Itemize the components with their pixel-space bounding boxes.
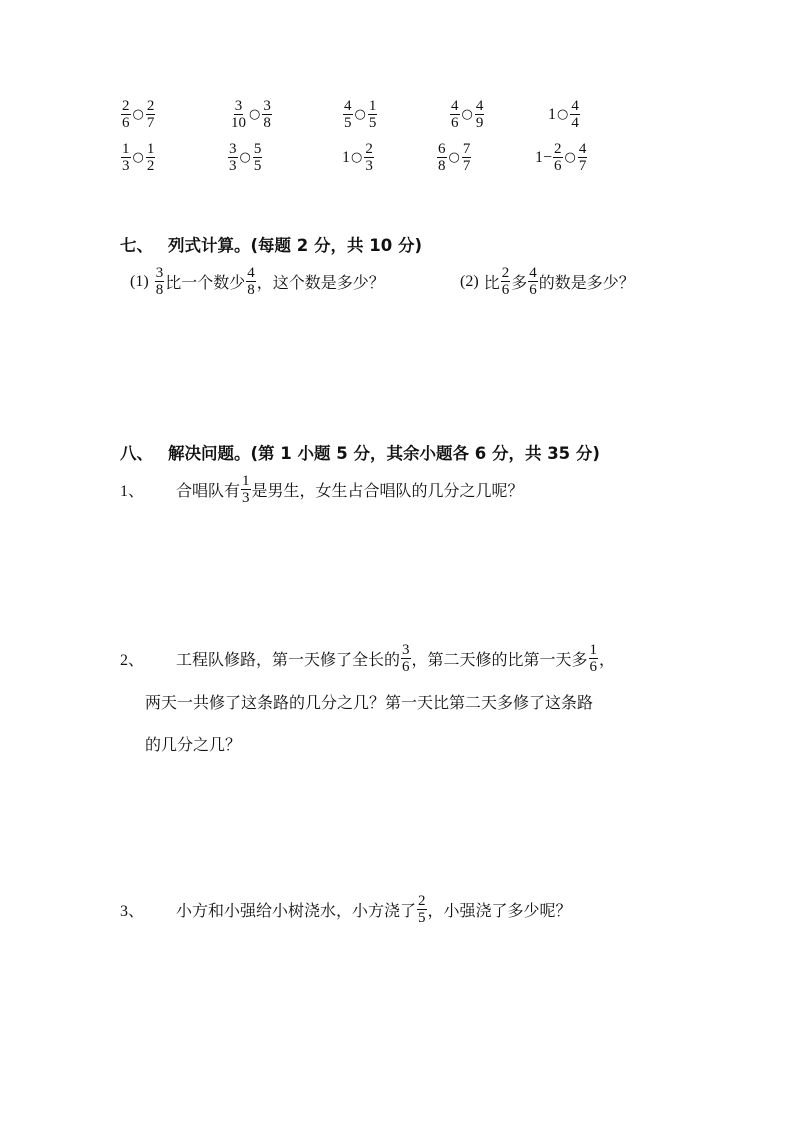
fraction: $\frac{2}{6}$: [122, 98, 130, 131]
comparison-item: [548, 98, 581, 131]
section-7-question-2: [460, 265, 635, 298]
fraction: $\frac{2}{6}$: [554, 141, 562, 174]
compare-circle-blank[interactable]: ○: [461, 107, 473, 122]
fraction: $\frac{1}{5}$: [368, 98, 377, 131]
fraction: $\frac{4}{8}$: [247, 265, 255, 298]
section-8-question-2: [120, 642, 615, 675]
compare-circle-blank[interactable]: ○: [132, 107, 144, 122]
question-text: 比: [483, 273, 500, 292]
fraction: $\frac{4}{6}$: [451, 98, 459, 131]
fraction: $\frac{4}{7}$: [578, 141, 587, 174]
section-7-question-1: [130, 265, 385, 298]
fraction: $\frac{1}{2}$: [146, 141, 155, 174]
section-8-question-2-line-3: 的几分之几？: [145, 735, 242, 754]
question-label: 2、: [120, 652, 145, 669]
section-number: 七、: [120, 236, 153, 255]
fraction: $\frac{4}{5}$: [344, 98, 352, 131]
section-number: 八、: [120, 444, 153, 463]
comparison-item: [449, 98, 485, 131]
fraction: $\frac{2}{3}$: [365, 141, 373, 174]
fraction: $\frac{1}{3}$: [122, 141, 130, 174]
section-title: 列式计算。(每题 2 分，共 10 分): [168, 236, 423, 255]
fraction: $\frac{2}{5}$: [418, 893, 426, 926]
section-8-question-1: [120, 473, 524, 506]
comparison-item: [535, 141, 588, 174]
question-text: 多: [511, 273, 528, 292]
fraction: $\frac{3}{10}$: [231, 98, 246, 131]
question-text: 的数是多少？: [538, 273, 635, 292]
fraction: $\frac{2}{6}$: [501, 265, 510, 298]
comparison-item: [436, 141, 472, 174]
comparison-item: [120, 141, 156, 174]
compare-circle-blank[interactable]: ○: [557, 107, 569, 122]
fraction: $\frac{1}{6}$: [589, 642, 598, 675]
question-label: (2): [460, 272, 479, 290]
fraction: $\frac{4}{4}$: [571, 98, 579, 131]
fraction: $\frac{1}{3}$: [242, 473, 250, 506]
fraction: $\frac{3}{8}$: [263, 98, 271, 131]
fraction: $\frac{4}{9}$: [475, 98, 484, 131]
compare-circle-blank[interactable]: ○: [249, 107, 261, 122]
compare-circle-blank[interactable]: ○: [564, 150, 576, 165]
compare-circle-blank[interactable]: ○: [354, 107, 366, 122]
question-label: 3、: [120, 903, 145, 920]
question-label: (1): [130, 272, 149, 290]
question-text: 小方和小强给小树浇水，小方浇了: [176, 901, 417, 920]
section-7-heading: [120, 232, 422, 256]
comparison-item: [227, 141, 263, 174]
fraction: $\frac{5}{5}$: [253, 141, 262, 174]
fraction: $\frac{2}{7}$: [146, 98, 155, 131]
comparison-item: [342, 141, 375, 174]
comparison-item: [342, 98, 378, 131]
question-text: ，小强浇了多少呢？: [427, 901, 572, 920]
section-8-heading: [120, 440, 600, 464]
comparison-item: [229, 98, 273, 131]
fraction: $\frac{7}{7}$: [462, 141, 471, 174]
fraction: $\frac{3}{6}$: [402, 642, 410, 675]
compare-circle-blank[interactable]: ○: [132, 150, 144, 165]
question-label: 1、: [120, 483, 145, 500]
compare-circle-blank[interactable]: ○: [448, 150, 460, 165]
question-text: ，第二天修的比第一天多: [411, 650, 588, 669]
fraction: $\frac{4}{6}$: [529, 265, 537, 298]
compare-circle-blank[interactable]: ○: [239, 150, 251, 165]
question-text: ，: [599, 650, 616, 669]
compare-circle-blank[interactable]: ○: [351, 150, 363, 165]
whole-number: 1: [548, 105, 556, 123]
fraction: $\frac{3}{8}$: [155, 265, 164, 298]
comparison-item: [120, 98, 156, 131]
question-text: 是男生，女生占合唱队的几分之几呢？: [251, 481, 524, 500]
question-text: 工程队修路，第一天修了全长的: [176, 650, 401, 669]
section-8-question-3: [120, 893, 572, 926]
whole-minus: 1−: [535, 148, 553, 166]
question-text: ，这个数是多少？: [256, 273, 385, 292]
section-title: 解决问题。(第 1 小题 5 分，其余小题各 6 分，共 35 分): [168, 444, 600, 463]
fraction: $\frac{6}{8}$: [438, 141, 446, 174]
whole-number: 1: [342, 148, 350, 166]
section-8-question-2-line-2: 两天一共修了这条路的几分之几？第一天比第二天多修了这条路: [145, 693, 594, 712]
question-text: 比一个数少: [165, 273, 246, 292]
question-text: 合唱队有: [176, 481, 241, 500]
fraction: $\frac{3}{3}$: [229, 141, 237, 174]
